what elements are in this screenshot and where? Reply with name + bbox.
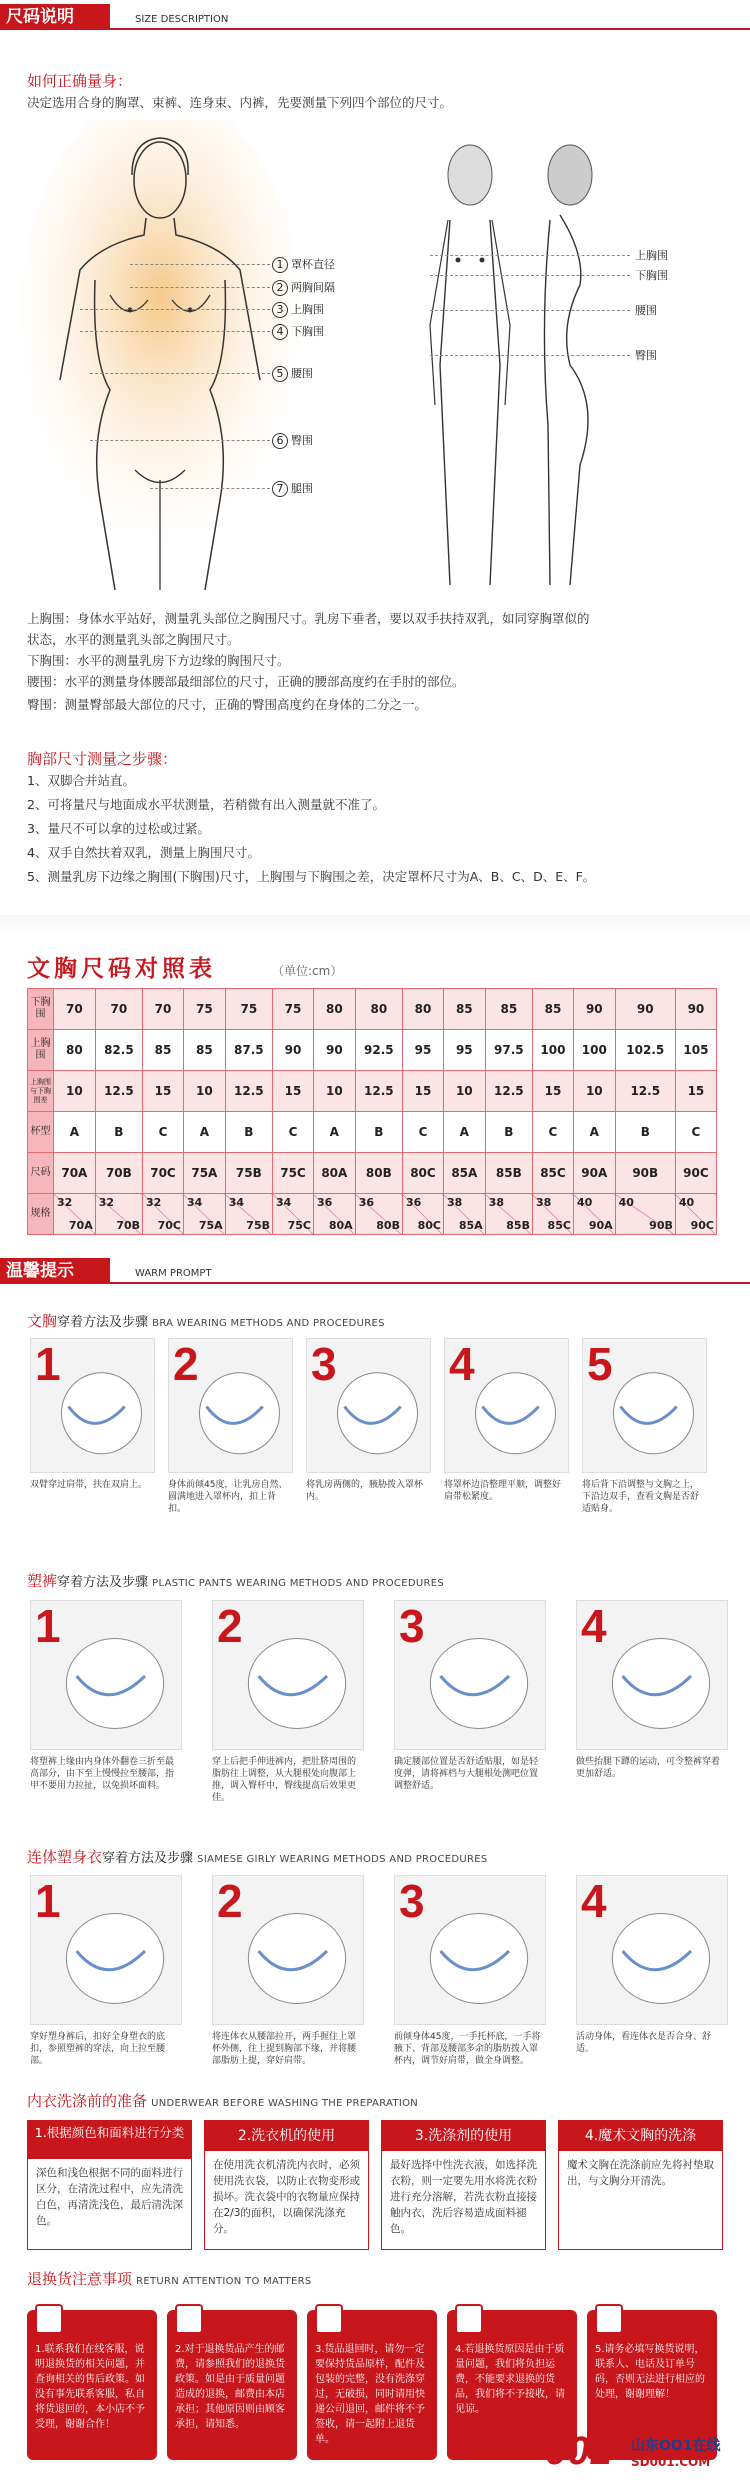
illustration-icon <box>577 1876 729 2026</box>
spec-cell <box>485 1194 532 1235</box>
size-table-unit: （单位:cm） <box>272 964 343 978</box>
desc-2: 状态，水平的测量乳头部之胸围尺寸。 <box>27 632 240 647</box>
cell: 85 <box>183 1030 225 1071</box>
cell: C <box>402 1112 443 1153</box>
side-label-1: 上胸围 <box>635 249 668 262</box>
desc-3: 下胸围：水平的测量乳房下方边缘的胸围尺寸。 <box>27 653 290 668</box>
desc-1: 上胸围：身体水平站好，测量乳头部位之胸围尺寸。乳房下垂者，要以双手扶持双乳，如同穿胸罩似的 <box>27 611 590 626</box>
cell: 70 <box>95 989 142 1030</box>
cell: 75A <box>183 1153 225 1194</box>
return-box-text: 1.联系我们在线客服，说明退换货的相关问题，并查询相关的售后政策。如没有事先联系客服，私自将货退回的，本小店不予受理，谢谢合作！ <box>35 2344 145 2430</box>
cell: 15 <box>273 1071 314 1112</box>
side-label-2: 下胸围 <box>635 269 668 282</box>
watermark-logo <box>545 2425 745 2481</box>
spec-bottom: 85A <box>458 1219 483 1232</box>
cell: 15 <box>532 1071 573 1112</box>
section-divider <box>0 915 750 933</box>
wash-box-body: 深色和浅色根据不同的面料进行区分，在清洗过程中，应先清洗白色，再清洗浅色，最后清洗深色。 <box>36 2167 183 2227</box>
step-number: 3 <box>399 1875 425 1927</box>
step-caption: 前倾身体45度，一手托杯底，一手将腋下、背部及腰部多余的脂肪拨入罩杯内，调节好肩带，做全身调整。 <box>394 2032 541 2066</box>
bra-step-card <box>168 1338 293 1473</box>
row-over-bust <box>28 1030 717 1071</box>
illustration-icon <box>31 1601 183 1751</box>
measure-intro: 决定选用合身的胸罩、束裤、连身束、内裤，先要测量下列四个部位的尺寸。 <box>27 95 453 110</box>
return-box-text: 3.货品退回时，请勿一定要保持货品原样，配件及包装的完整，没有洗涤穿过，无破损，同时请用快递公司退回，邮件将不予签收，请一起附上退货单。 <box>315 2344 425 2445</box>
cell: 85C <box>532 1153 573 1194</box>
spec-bottom: 80A <box>328 1219 353 1232</box>
cell: 92.5 <box>355 1030 402 1071</box>
clip-icon <box>455 2304 483 2334</box>
cell: B <box>225 1112 272 1153</box>
spec-top: 36 <box>316 1196 333 1209</box>
pants-step-card <box>394 1600 546 1750</box>
spec-top: 40 <box>678 1196 695 1209</box>
row-header: 下胸围 <box>28 989 54 1030</box>
front-label-4: 4 下胸围 <box>272 323 324 340</box>
spec-cell <box>573 1194 615 1235</box>
spec-cell <box>143 1194 184 1235</box>
step-caption: 活动身体，看连体衣是否合身、舒适。 <box>576 2032 712 2054</box>
cell: 85 <box>143 1030 184 1071</box>
wash-box <box>381 2120 546 2250</box>
spec-bottom: 90C <box>690 1219 714 1232</box>
wash-box-title: 2.洗衣机的使用 <box>205 2121 368 2151</box>
cell: 15 <box>143 1071 184 1112</box>
spec-bottom: 80B <box>376 1219 400 1232</box>
wash-title: 内衣洗涤前的准备 UNDERWEAR BEFORE WASHING THE PREPARATION <box>27 2092 419 2110</box>
step-number: 4 <box>449 1338 475 1390</box>
cell: 70A <box>54 1153 96 1194</box>
step-number: 4 <box>581 1875 607 1927</box>
row-spec <box>28 1194 717 1235</box>
row-under-bust <box>28 989 717 1030</box>
cell: C <box>273 1112 314 1153</box>
wash-box-body: 魔术文胸在洗涤前应先将衬垫取出，与文胸分开清洗。 <box>567 2159 714 2187</box>
size-header-title: 尺码说明 <box>0 4 110 30</box>
spec-top: 34 <box>186 1196 203 1209</box>
spec-bottom: 70A <box>68 1219 93 1232</box>
illustration-icon <box>583 1339 708 1474</box>
spec-bottom: 75A <box>198 1219 223 1232</box>
illustration-icon <box>213 1876 365 2026</box>
cell: 85 <box>443 989 485 1030</box>
cell: 75 <box>225 989 272 1030</box>
cell: 102.5 <box>615 1030 675 1071</box>
cell: A <box>443 1112 485 1153</box>
cell: 90 <box>573 989 615 1030</box>
cell: 85 <box>485 989 532 1030</box>
wash-box <box>204 2120 369 2250</box>
cell: 85A <box>443 1153 485 1194</box>
step-2: 2、可将量尺与地面成水平状测量，若稍微有出入测量就不准了。 <box>27 797 385 812</box>
spec-cell <box>355 1194 402 1235</box>
illustration-icon <box>31 1876 183 2026</box>
front-line-6 <box>90 440 270 441</box>
pants-title: 塑裤穿着方法及步骤 PLASTIC PANTS WEARING METHODS AND PROCEDURES <box>27 1572 444 1590</box>
spec-cell <box>443 1194 485 1235</box>
cell: 90 <box>313 1030 355 1071</box>
cell: C <box>675 1112 716 1153</box>
bra-step-card <box>582 1338 707 1473</box>
spec-top: 32 <box>57 1196 73 1209</box>
cell: B <box>355 1112 402 1153</box>
spec-top: 36 <box>405 1196 422 1209</box>
wash-box-body: 最好选择中性洗衣液，如选择洗衣粉，则一定要先用水将洗衣粉进行充分溶解，若洗衣粉直接接触内衣，洗后容易造成面料褪色。 <box>390 2159 537 2235</box>
bra-step-card <box>30 1338 155 1473</box>
step-caption: 身体前倾45度，让乳房自然、圆满地进入罩杯内，扣上背扣。 <box>168 1480 288 1514</box>
front-label-1: 1 罩杯直径 <box>272 256 335 273</box>
step-caption: 将罩杯边沿整理平顺，调整好肩带松紧度。 <box>444 1480 562 1502</box>
return-box-text: 2.对于退换货品产生的邮费，请参照我们的退换货政策。如是由于质量问题造成的退换，邮费由本店承担；其他原因则由顾客承担，请知悉。 <box>175 2344 285 2430</box>
warm-header-title: 温馨提示 <box>0 1258 110 1284</box>
cell: 95 <box>443 1030 485 1071</box>
cell: 12.5 <box>615 1071 675 1112</box>
spec-cell <box>532 1194 573 1235</box>
bra-step-card <box>444 1338 569 1473</box>
cell: 80C <box>402 1153 443 1194</box>
size-header-line <box>110 28 750 30</box>
measure-title: 如何正确量身： <box>27 72 133 90</box>
spec-bottom: 90B <box>649 1219 673 1232</box>
step-number: 2 <box>173 1338 199 1390</box>
pants-step-card <box>576 1600 728 1750</box>
spec-cell <box>313 1194 355 1235</box>
cell: 10 <box>443 1071 485 1112</box>
step-caption: 将乳房两侧的，腋胁拨入罩杯内。 <box>306 1480 424 1502</box>
cell: 75 <box>273 989 314 1030</box>
wash-box-title: 1.根据颜色和面料进行分类 <box>28 2121 191 2159</box>
illustration-icon <box>395 1876 547 2026</box>
cell: 87.5 <box>225 1030 272 1071</box>
siamese-step-card <box>576 1875 728 2025</box>
clip-icon <box>35 2304 63 2334</box>
illustration-icon <box>169 1339 294 1474</box>
cell: 10 <box>183 1071 225 1112</box>
cell: 70C <box>143 1153 184 1194</box>
cell: 80B <box>355 1153 402 1194</box>
cell: 80 <box>54 1030 96 1071</box>
cell: 10 <box>54 1071 96 1112</box>
side-line-3 <box>430 310 630 311</box>
spec-cell <box>183 1194 225 1235</box>
step-number: 2 <box>217 1600 243 1652</box>
warm-header-line <box>110 1282 750 1284</box>
watermark-brand: 山东OO1在线 <box>631 2438 721 2454</box>
front-line-5 <box>90 373 270 374</box>
cell: B <box>95 1112 142 1153</box>
siamese-title: 连体塑身衣穿着方法及步骤 SIAMESE GIRLY WEARING METHODS AND PROCEDURES <box>27 1848 488 1866</box>
wash-box-title: 3.洗涤剂的使用 <box>382 2121 545 2151</box>
cell: 80 <box>313 989 355 1030</box>
spec-top: 38 <box>535 1196 552 1209</box>
wash-box <box>27 2120 192 2250</box>
front-label-5: 5 腰围 <box>272 365 313 382</box>
illustration-icon <box>213 1601 365 1751</box>
siamese-step-card <box>394 1875 546 2025</box>
step-caption: 确定腰部位置是否舒适贴服，如是轻度弹，请将裤档与大腿根处测吧位置调整舒适。 <box>394 1757 539 1791</box>
cell: C <box>532 1112 573 1153</box>
cell: 12.5 <box>355 1071 402 1112</box>
spec-cell <box>54 1194 96 1235</box>
size-header-subtitle: SIZE DESCRIPTION <box>135 14 229 25</box>
cell: 80 <box>355 989 402 1030</box>
wash-box-body: 在使用洗衣机清洗内衣时，必须使用洗衣袋，以防止衣物变形或损坏。洗衣袋中的衣物量应保持在2/3的面积，以确保洗涤充分。 <box>213 2159 360 2235</box>
row-header: 上胸围与下胸围差 <box>28 1071 54 1112</box>
spec-top: 40 <box>618 1196 634 1209</box>
side-figures <box>420 125 620 595</box>
cell: 90 <box>615 989 675 1030</box>
cell: 15 <box>402 1071 443 1112</box>
cell: 90A <box>573 1153 615 1194</box>
cell: B <box>485 1112 532 1153</box>
spec-cell <box>402 1194 443 1235</box>
illustration-icon <box>577 1601 729 1751</box>
wash-box-title: 4.魔术文胸的洗涤 <box>559 2121 722 2151</box>
front-line-7 <box>150 488 270 489</box>
spec-bottom: 75C <box>287 1219 311 1232</box>
cell: 90B <box>615 1153 675 1194</box>
desc-5: 臀围：测量臀部最大部位的尺寸，正确的臀围高度约在身体的二分之一。 <box>27 697 428 712</box>
side-line-1 <box>430 255 630 256</box>
bra-title: 文胸穿着方法及步骤 BRA WEARING METHODS AND PROCEDURES <box>27 1312 385 1330</box>
step-3: 3、量尺不可以拿的过松或过紧。 <box>27 821 210 836</box>
step-caption: 穿好塑身裤后，扣好全身塑衣的底扣，参照塑裤的穿法，向上拉至腰部。 <box>30 2032 166 2066</box>
front-line-2 <box>130 287 270 288</box>
front-label-6: 6 臀围 <box>272 432 313 449</box>
return-box <box>167 2310 297 2460</box>
return-box-text: 5.请务必填写换货说明，联系人、电话及订单号码，否则无法进行相应的处理，谢谢理解！ <box>595 2344 705 2400</box>
cell: 70 <box>54 989 96 1030</box>
illustration-icon <box>307 1339 432 1474</box>
step-caption: 将连体衣从腰部拉开，两手握住上罩杯外侧，往上提到胸部下缘，并将腰部脂肪上提，穿好肩带。 <box>212 2032 357 2066</box>
pants-step-card <box>212 1600 364 1750</box>
cell: C <box>143 1112 184 1153</box>
cell: 85B <box>485 1153 532 1194</box>
spec-top: 40 <box>576 1196 593 1209</box>
step-4: 4、双手自然扶着双乳，测量上胸围尺寸。 <box>27 845 260 860</box>
side-line-2 <box>430 275 630 276</box>
row-header: 规格 <box>28 1194 54 1235</box>
spec-bottom: 90A <box>588 1219 613 1232</box>
cell: 82.5 <box>95 1030 142 1071</box>
spec-top: 32 <box>98 1196 115 1209</box>
bra-step-card <box>306 1338 431 1473</box>
row-size <box>28 1153 717 1194</box>
step-5: 5、测量乳房下边缘之胸围(下胸围)尺寸，上胸围与下胸围之差，决定罩杯尺寸为A、B、C、D、E、F。 <box>27 869 596 884</box>
cell: 105 <box>675 1030 716 1071</box>
side-label-3: 腰围 <box>635 304 657 317</box>
spec-bottom: 85B <box>506 1219 530 1232</box>
cell: 15 <box>675 1071 716 1112</box>
cell: 12.5 <box>485 1071 532 1112</box>
size-table-title: 文胸尺码对照表 <box>27 956 216 982</box>
side-label-4: 臀围 <box>635 349 657 362</box>
step-number: 1 <box>35 1600 61 1652</box>
step-caption: 将后背下沿调整与文胸之上，下沿边双手，查看文胸是否舒适贴身。 <box>582 1480 700 1514</box>
row-header: 尺码 <box>28 1153 54 1194</box>
cell: B <box>615 1112 675 1153</box>
desc-4: 腰围：水平的测量身体腰部最细部位的尺寸，正确的腰部高度约在手肘的部位。 <box>27 674 465 689</box>
clip-icon <box>595 2304 623 2334</box>
cell: 75B <box>225 1153 272 1194</box>
front-label-3: 3 上胸围 <box>272 301 324 318</box>
step-number: 3 <box>399 1600 425 1652</box>
cell: 85 <box>532 989 573 1030</box>
cell: A <box>54 1112 96 1153</box>
front-line-3 <box>80 309 270 310</box>
side-line-4 <box>430 355 630 356</box>
front-line-1 <box>130 264 270 265</box>
spec-cell <box>615 1194 675 1235</box>
step-caption: 双臂穿过肩带，扶在双肩上。 <box>30 1480 148 1490</box>
return-box <box>27 2310 157 2460</box>
cell: 12.5 <box>225 1071 272 1112</box>
clip-icon <box>315 2304 343 2334</box>
spec-bottom: 80C <box>417 1219 441 1232</box>
return-box-text: 4.若退换货原因是由于质量问题，我们将负担运费，不能要求退换的货品，我们将不予接收，请见谅。 <box>455 2344 565 2415</box>
siamese-step-card <box>30 1875 182 2025</box>
spec-cell <box>273 1194 314 1235</box>
returns-title: 退换货注意事项 RETURN ATTENTION TO MATTERS <box>27 2270 312 2288</box>
cell: A <box>183 1112 225 1153</box>
row-difference <box>28 1071 717 1112</box>
cell: 100 <box>532 1030 573 1071</box>
front-label-2: 2 两胸间隔 <box>272 279 335 296</box>
spec-bottom: 70B <box>116 1219 141 1232</box>
cell: 75 <box>183 989 225 1030</box>
cell: 75C <box>273 1153 314 1194</box>
wash-box <box>558 2120 723 2250</box>
cell: 97.5 <box>485 1030 532 1071</box>
illustration-icon <box>31 1339 156 1474</box>
warm-header-subtitle: WARM PROMPT <box>135 1268 212 1279</box>
cell: 90 <box>675 989 716 1030</box>
steps-title: 胸部尺寸测量之步骤： <box>27 750 178 768</box>
spec-cell <box>225 1194 272 1235</box>
row-header: 上胸围 <box>28 1030 54 1071</box>
spec-cell <box>675 1194 716 1235</box>
step-number: 2 <box>217 1875 243 1927</box>
cell: 10 <box>573 1071 615 1112</box>
step-number: 1 <box>35 1338 61 1390</box>
cell: 80A <box>313 1153 355 1194</box>
pants-step-card <box>30 1600 182 1750</box>
step-number: 4 <box>581 1600 607 1652</box>
front-figure <box>20 120 300 590</box>
step-caption: 做些抬腿下蹲的运动，可令整裤穿着更加舒适。 <box>576 1757 721 1779</box>
spec-bottom: 70C <box>157 1219 181 1232</box>
front-label-7: 7 腿围 <box>272 480 313 497</box>
watermark-url: SD001.COM <box>631 2455 711 2469</box>
cell: 100 <box>573 1030 615 1071</box>
step-number: 3 <box>311 1338 337 1390</box>
spec-bottom: 75B <box>246 1219 270 1232</box>
spec-top: 38 <box>446 1196 463 1209</box>
step-number: 1 <box>35 1875 61 1927</box>
spec-cell <box>95 1194 142 1235</box>
step-number: 5 <box>587 1338 613 1390</box>
cell: 90C <box>675 1153 716 1194</box>
cell: 70 <box>143 989 184 1030</box>
illustration-icon <box>395 1601 547 1751</box>
illustration-icon <box>445 1339 570 1474</box>
size-table <box>27 988 717 1235</box>
cell: A <box>313 1112 355 1153</box>
spec-top: 34 <box>228 1196 245 1209</box>
spec-top: 36 <box>358 1196 374 1209</box>
front-line-4 <box>80 331 270 332</box>
step-caption: 将塑裤上缘由内身体外翻卷三折至最高部分，由下至上慢慢拉至腰部，指甲不要用力拉扯，以免损坏面料。 <box>30 1757 175 1791</box>
cell: 80 <box>402 989 443 1030</box>
cell: 90 <box>273 1030 314 1071</box>
clip-icon <box>175 2304 203 2334</box>
cell: 10 <box>313 1071 355 1112</box>
spec-bottom: 85C <box>547 1219 571 1232</box>
step-caption: 穿上后把手伸进裤内，把肚脐周围的脂肪往上调整，从大腿根处向腹部上推，调入臀杆中，臀线提高后效果更佳。 <box>212 1757 357 1803</box>
row-cup <box>28 1112 717 1153</box>
cell: 70B <box>95 1153 142 1194</box>
cell: 95 <box>402 1030 443 1071</box>
spec-top: 34 <box>276 1196 292 1209</box>
watermark-icon: 001 <box>545 2429 612 2473</box>
spec-top: 38 <box>488 1196 504 1209</box>
return-box <box>307 2310 437 2460</box>
cell: A <box>573 1112 615 1153</box>
spec-top: 32 <box>146 1196 162 1209</box>
siamese-step-card <box>212 1875 364 2025</box>
cell: 12.5 <box>95 1071 142 1112</box>
row-header: 杯型 <box>28 1112 54 1153</box>
step-1: 1、双脚合并站直。 <box>27 773 135 788</box>
